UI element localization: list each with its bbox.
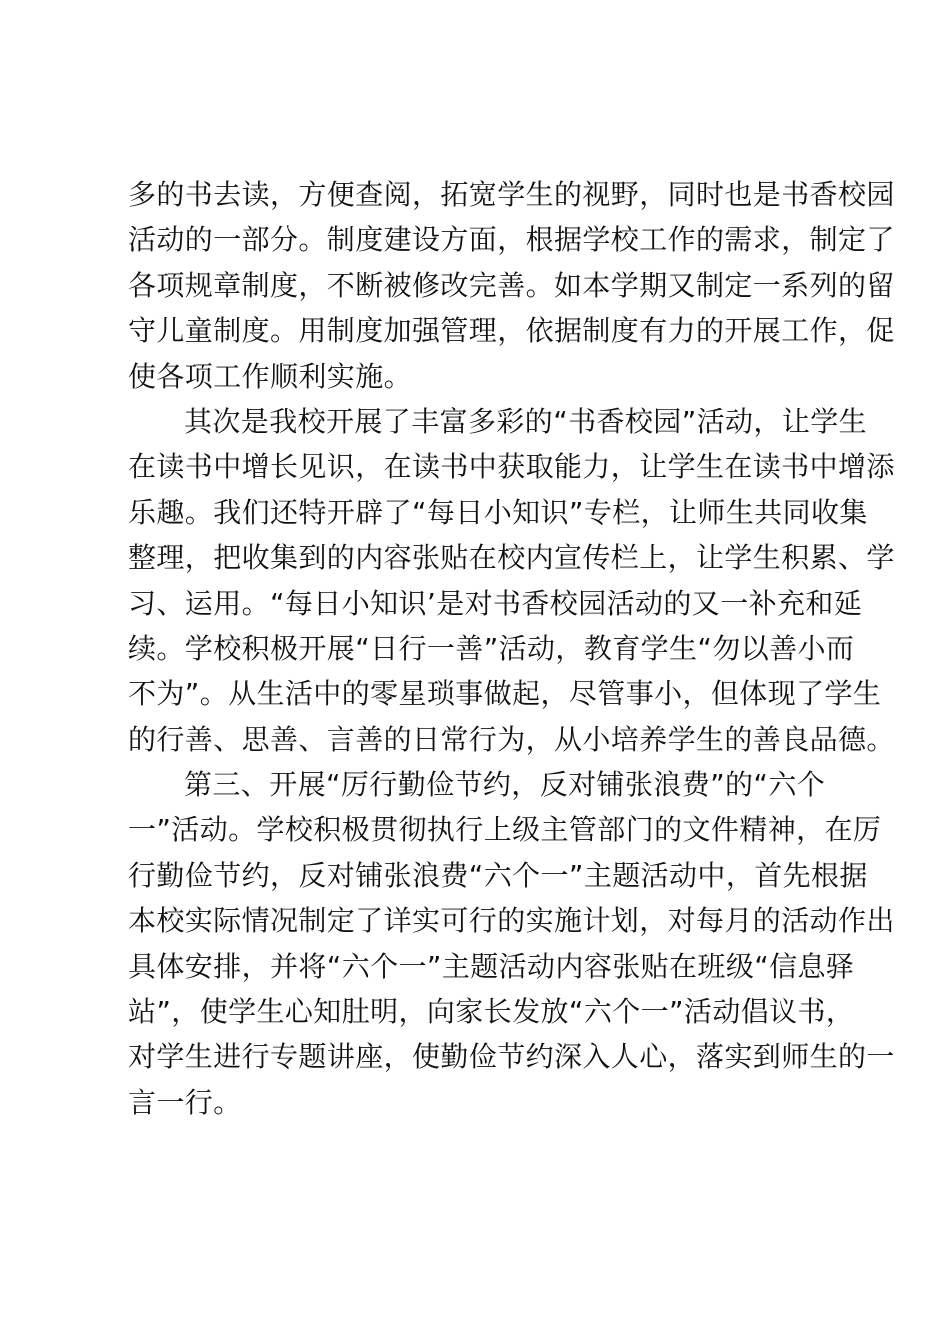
paragraph-start-line: 其次是我校开展了丰富多彩的“书香校园”活动，让学生: [184, 404, 868, 438]
text-line: 乐趣。我们还特开辟了“每日小知识”专栏，让师生共同收集: [128, 495, 868, 529]
text-line: 行勤俭节约，反对铺张浪费“六个一”主题活动中，首先根据: [128, 858, 868, 892]
text-line: 具体安排，并将“六个一”主题活动内容张贴在班级“信息驿: [128, 949, 855, 983]
text-line: 活动的一部分。制度建设方面，根据学校工作的需求，制定了: [128, 223, 895, 257]
text-line: 各项规章制度，不断被修改完善。如本学期又制定一系列的留: [128, 268, 895, 302]
text-line: 站”，使学生心知肚明，向家长发放“六个一”活动倡议书，: [128, 995, 855, 1029]
text-line: 守儿童制度。用制度加强管理，依据制度有力的开展工作，促: [128, 314, 895, 348]
text-line: 不为”。从生活中的零星琐事做起，尽管事小，但体现了学生: [128, 677, 882, 711]
text-line: 在读书中增长见识，在读书中获取能力，让学生在读书中增添: [128, 450, 895, 484]
paragraph-start-line: 第三、开展“厉行勤俭节约，反对铺张浪费”的“六个: [184, 768, 826, 802]
text-line: 的行善、思善、言善的日常行为，从小培养学生的善良品德。: [128, 722, 895, 756]
text-line: 本校实际情况制定了详实可行的实施计划，对每月的活动作出: [128, 904, 895, 938]
body-text: [128, 172, 895, 1125]
text-line: 整理，把收集到的内容张贴在校内宣传栏上，让学生积累、学: [128, 541, 895, 575]
text-line: 习、运用。“每日小知识’是对书香校园活动的又一补充和延: [128, 586, 863, 620]
text-line: 一”活动。学校积极贯彻执行上级主管部门的文件精神，在厉: [128, 813, 882, 847]
text-line: 多的书去读，方便查阅，拓宽学生的视野，同时也是书香校园: [128, 178, 895, 211]
text-line: 对学生进行专题讲座，使勤俭节约深入人心，落实到师生的一: [128, 1040, 895, 1074]
text-line: 言一行。: [128, 1085, 242, 1119]
text-line: 使各项工作顺利实施。: [128, 359, 413, 393]
text-line: 续。学校积极开展“日行一善”活动，教育学生“勿以善小而: [128, 631, 855, 665]
